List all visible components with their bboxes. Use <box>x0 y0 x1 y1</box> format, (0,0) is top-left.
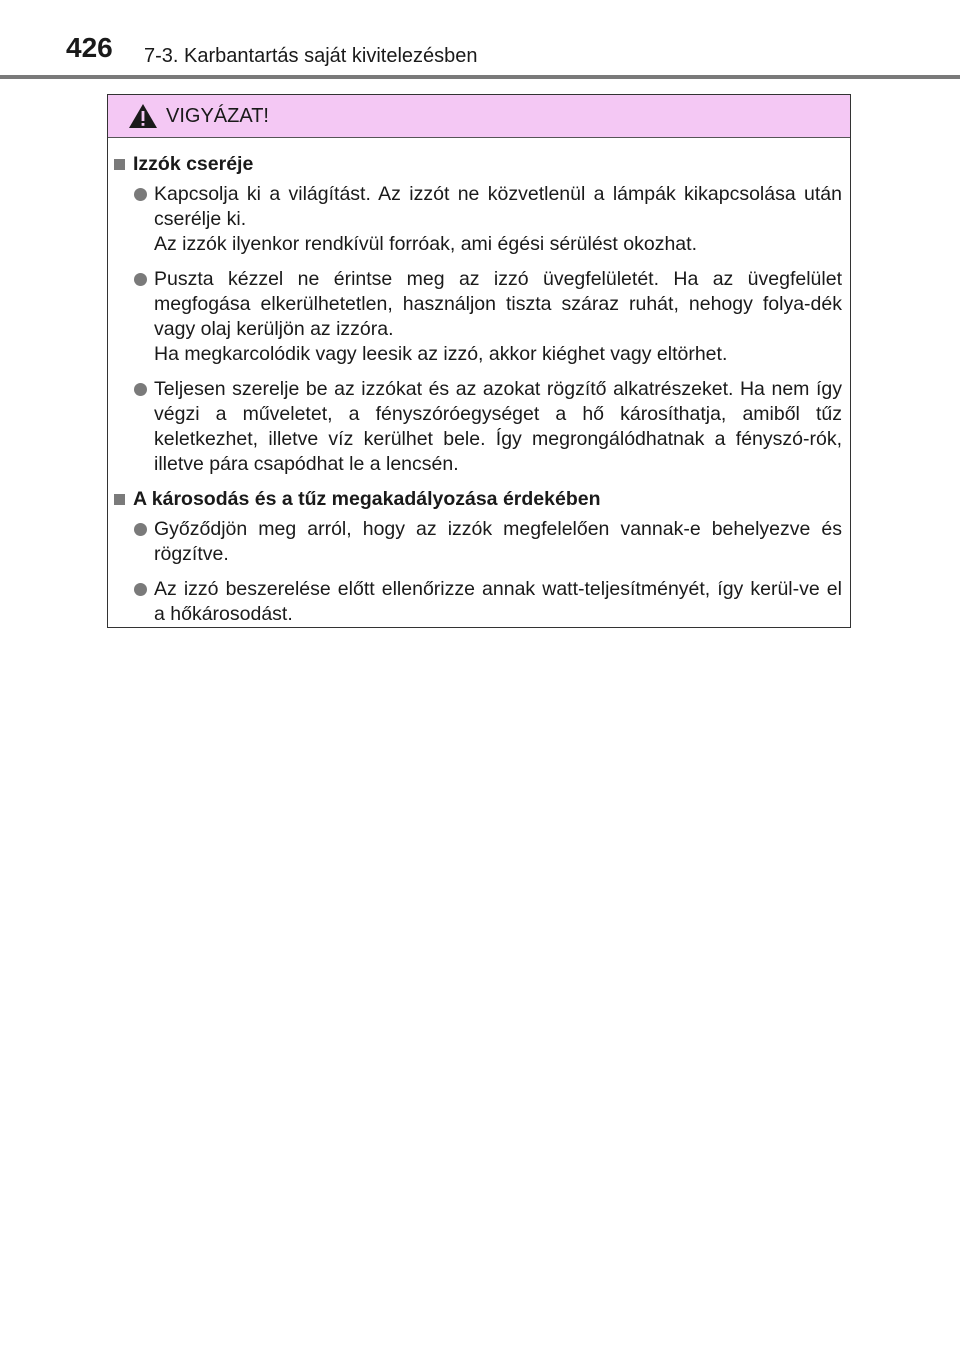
header-divider <box>0 75 960 79</box>
list-item <box>114 517 842 567</box>
round-bullet-icon <box>134 523 147 536</box>
round-bullet-icon <box>134 273 147 286</box>
round-bullet-icon <box>134 383 147 396</box>
item-text: Teljesen szerelje be az izzókat és az azokat rögzítő alkatrészeket. Ha nem így végzi a műveletet, a fényszóróegységet a hő károsíthatja, amiből tűz keletkezhet, illetve víz kerülhet bele. Így megrongálódhatnak a fényszó-rók, illetve pára csapódhat le a lencsén. <box>154 378 842 475</box>
round-bullet-icon <box>134 188 147 201</box>
item-text: Ha megkarcolódik vagy leesik az izzó, akkor kiéghet vagy eltörhet. <box>154 343 728 365</box>
item-text: Kapcsolja ki a világítást. Az izzót ne közvetlenül a lámpák kikapcsolása után cserélje ki. <box>154 183 842 230</box>
round-bullet-icon <box>134 583 147 596</box>
warning-triangle-icon <box>128 103 158 129</box>
item-text: Az izzók ilyenkor rendkívül forróak, ami égési sérülést okozhat. <box>154 233 697 255</box>
item-text: Az izzó beszerelése előtt ellenőrizze annak watt-teljesítményét, így kerül-ve el a hőkárosodást. <box>154 578 842 625</box>
list-item <box>114 267 842 367</box>
section-heading-bulb-replacement <box>114 152 842 176</box>
list-item <box>114 577 842 627</box>
section-heading-damage-fire-prevention <box>114 487 842 511</box>
caution-title: VIGYÁZAT! <box>166 105 269 127</box>
section-heading-label: Izzók cseréje <box>133 153 254 175</box>
list-item <box>114 182 842 257</box>
caution-box <box>107 94 851 628</box>
list-item <box>114 377 842 477</box>
square-bullet-icon <box>114 159 125 170</box>
section-heading-label: A károsodás és a tűz megakadályozása érdekében <box>133 488 601 510</box>
item-text: Puszta kézzel ne érintse meg az izzó üvegfelületét. Ha az üvegfelület megfogása elkerülhetetlen, használjon tiszta száraz ruhát, nehogy folya-dék vagy olaj kerüljön az izzóra. <box>154 268 842 340</box>
section-title: 7-3. Karbantartás saját kivitelezésben <box>144 45 478 67</box>
page-header <box>0 0 960 80</box>
caution-header <box>108 95 850 138</box>
square-bullet-icon <box>114 494 125 505</box>
page-number: 426 <box>66 32 113 63</box>
item-text: Győződjön meg arról, hogy az izzók megfelelően vannak-e behelyezve és rögzítve. <box>154 518 842 565</box>
caution-body <box>108 138 850 627</box>
